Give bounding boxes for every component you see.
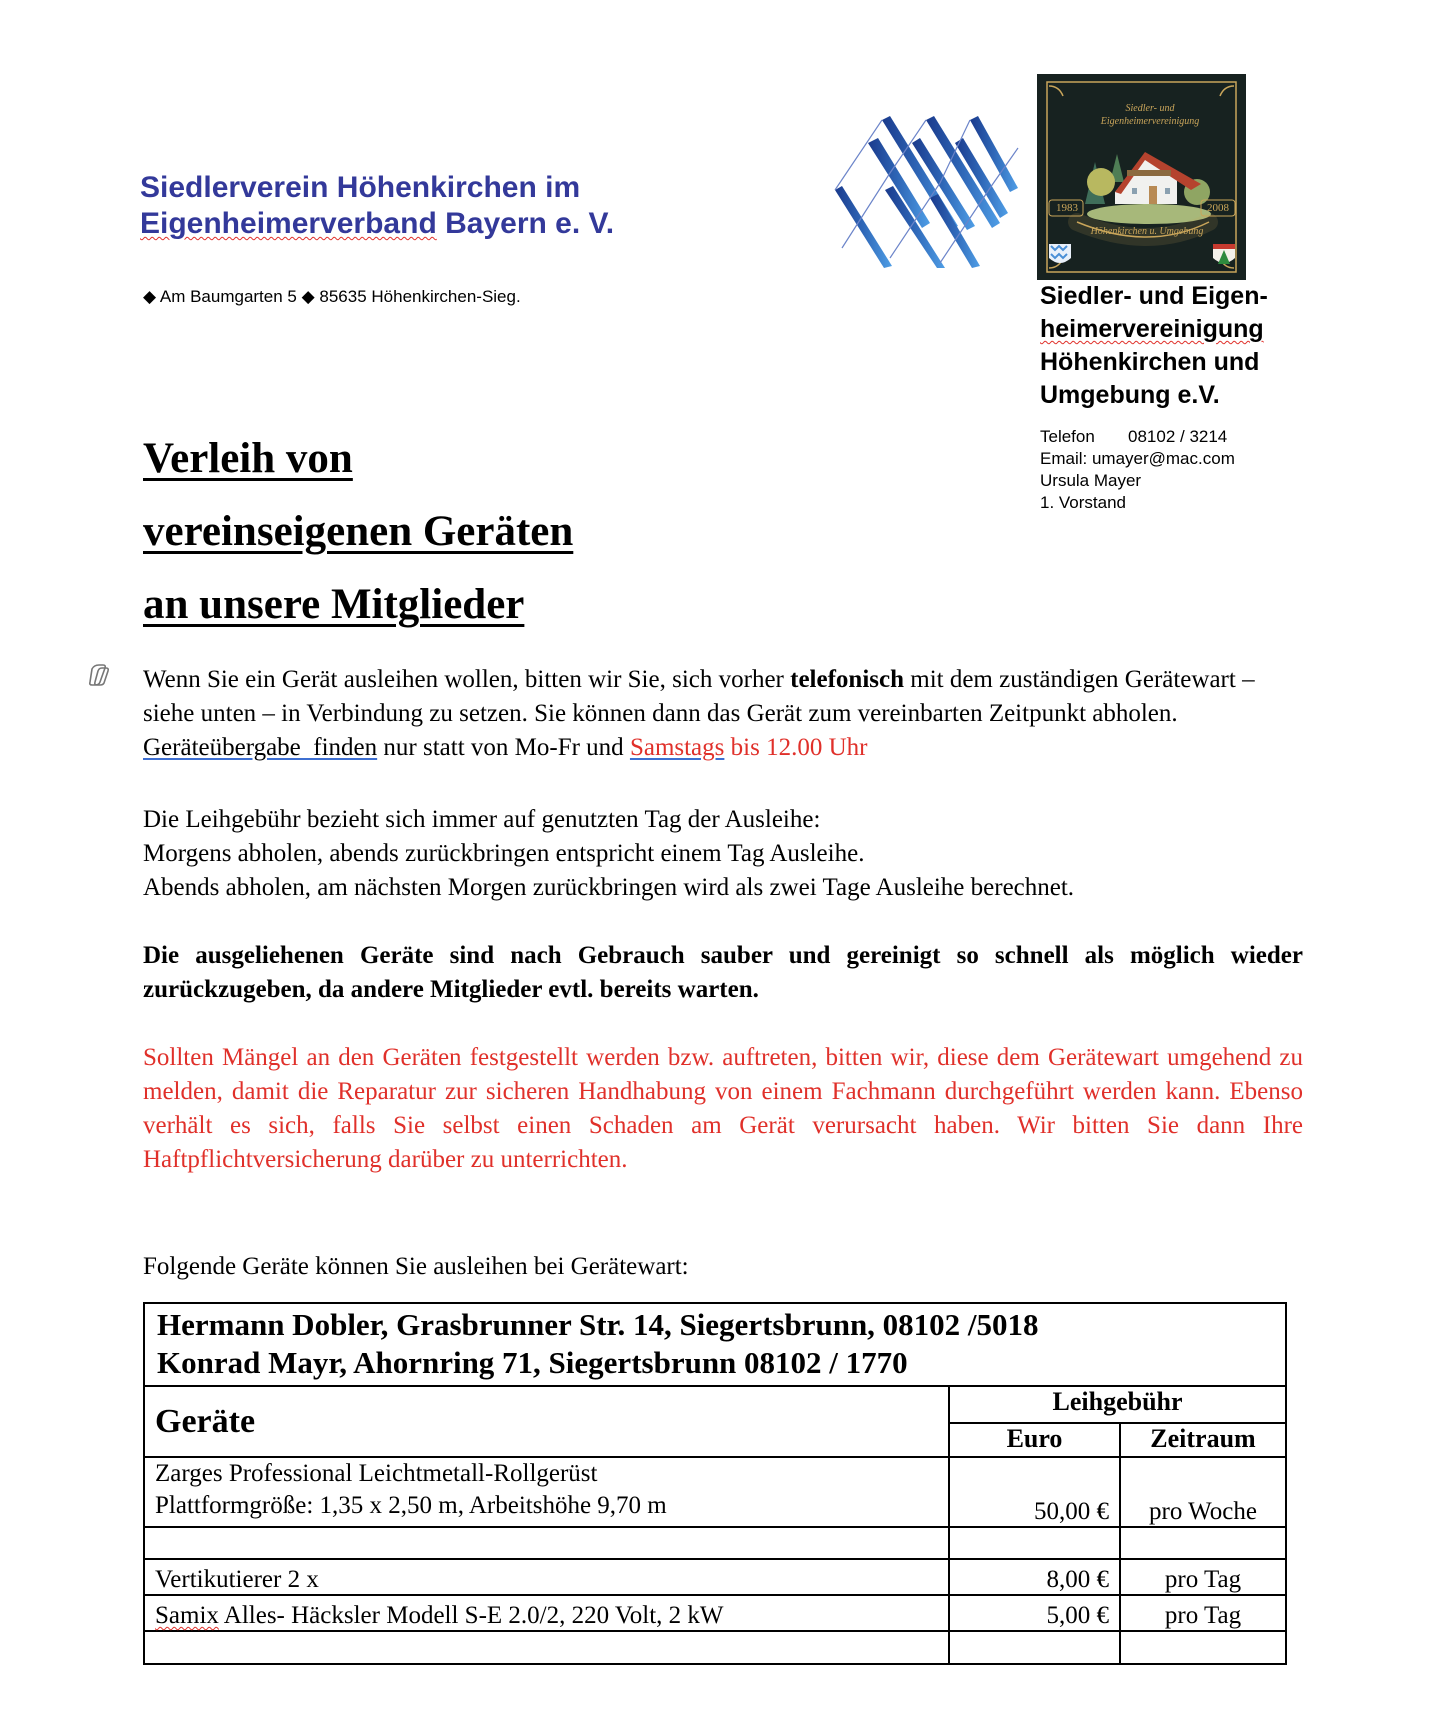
phone-label: Telefon [1040, 427, 1095, 446]
text: mit dem zuständigen Gerätewart – siehe unten – in Verbindung zu setzen. Sie können dann das Gerät zum vereinbarten Zeitpunkt abholen. [143, 666, 1255, 727]
col-header-geraete: Geräte [144, 1386, 949, 1457]
item-name: Alles- Häcksler Modell S-E 2.0/2, 220 Volt, 2 kW [218, 1602, 724, 1629]
euro-cell [949, 1527, 1120, 1559]
item-cell [144, 1527, 949, 1559]
euro-cell: 8,00 € [949, 1559, 1120, 1595]
item-cell [144, 1595, 949, 1631]
table-row [144, 1559, 1286, 1595]
association-contact-block [1040, 280, 1340, 514]
crest-top-text: Siedler- und Eigenheimervereinigung [1100, 103, 1200, 127]
diamond-lattice-logo [830, 108, 1020, 270]
association-name-line: Höhenkirchen und [1040, 348, 1260, 376]
association-name-line: Siedler- und Eigen- [1040, 282, 1268, 310]
title-line-1: Verleih von [143, 435, 353, 482]
euro-cell [949, 1631, 1120, 1664]
period-cell: pro Woche [1120, 1457, 1286, 1527]
item-name: Zarges Professional Leichtmetall-Rollgerüst [155, 1460, 598, 1487]
crest-year-right: 2008 [1207, 202, 1229, 214]
title-line-3: an unsere Mitglieder [143, 581, 525, 628]
euro-cell: 5,00 € [949, 1595, 1120, 1631]
email-line: Email: umayer@mac.com [1040, 449, 1235, 468]
table-row [144, 1631, 1286, 1664]
phone-line [1040, 426, 1340, 448]
crest-year-left: 1983 [1056, 202, 1078, 214]
item-cell: Vertikutierer 2 x [144, 1559, 949, 1595]
col-header-period: Zeitraum [1120, 1423, 1286, 1457]
paragraph-instructions [143, 663, 1303, 765]
association-name-spellcheck-word: heimervereinigung [1040, 315, 1264, 343]
warden-contacts [144, 1303, 1286, 1386]
association-name [1040, 280, 1340, 412]
contact-role: 1. Vorstand [1040, 493, 1127, 512]
bold-text: telefonisch [790, 666, 904, 693]
period-cell [1120, 1631, 1286, 1664]
table-header-row [144, 1386, 1286, 1423]
org-address: ◆ Am Baumgarten 5 ◆ 85635 Höhenkirchen-Sieg. [143, 287, 521, 306]
table-contacts-row [144, 1303, 1286, 1386]
table-row [144, 1595, 1286, 1631]
crest-banner-text: Höhenkirchen u. Umgebung [1090, 226, 1204, 237]
spellcheck-word: Samix [155, 1602, 219, 1629]
copilot-icon[interactable] [86, 661, 114, 689]
table-row [144, 1457, 1286, 1527]
grammar-flag-red-text[interactable]: Samstags [629, 734, 725, 761]
fee-rule-line: Die Leihgebühr bezieht sich immer auf genutzten Tag der Ausleihe: [143, 806, 821, 833]
paragraph-equipment-intro: Folgende Geräte können Sie ausleihen bei Gerätewart: [143, 1253, 689, 1280]
euro-cell: 50,00 € [949, 1457, 1120, 1527]
rental-table [143, 1302, 1287, 1665]
document-title [143, 422, 573, 641]
org-heading-line-2-rest: Bayern e. V. [436, 207, 615, 240]
table-row [144, 1527, 1286, 1559]
item-detail: Plattformgröße: 1,35 x 2,50 m, Arbeitshöhe 9,70 m [155, 1492, 667, 1519]
paragraph-return-notice: Die ausgeliehenen Geräte sind nach Gebrauch sauber und gereinigt so schnell als möglich wieder zurückzugeben, da andere Mitglieder evtl. bereits warten. [143, 942, 1303, 1003]
text: nur statt von Mo-Fr und [377, 734, 630, 761]
period-cell: pro Tag [1120, 1559, 1286, 1595]
item-cell [144, 1457, 949, 1527]
paragraph-fee-rules [143, 803, 1303, 905]
period-cell [1120, 1527, 1286, 1559]
item-cell [144, 1631, 949, 1664]
crest-emblem [1037, 74, 1246, 280]
org-heading-word-spellcheck: Eigenheimerverband [140, 207, 437, 240]
text: Wenn Sie ein Gerät ausleihen wollen, bitten wir Sie, sich vorher [143, 666, 791, 693]
warden-contact: Hermann Dobler, Grasbrunner Str. 14, Siegertsbrunn, 08102 /5018 [157, 1307, 1039, 1342]
association-name-line: Umgebung e.V. [1040, 381, 1220, 409]
org-heading [140, 170, 614, 242]
phone-number: 08102 / 3214 [1128, 427, 1228, 446]
col-header-fee: Leihgebühr [949, 1386, 1286, 1423]
col-header-euro: Euro [949, 1423, 1120, 1457]
fee-rule-line: Morgens abholen, abends zurückbringen entspricht einem Tag Ausleihe. [143, 840, 865, 867]
contact-details [1040, 426, 1340, 514]
red-text: bis 12.00 Uhr [724, 734, 868, 761]
fee-rule-line: Abends abholen, am nächsten Morgen zurückbringen wird als zwei Tage Ausleihe berechnet. [143, 874, 1075, 901]
association-name-line [1040, 313, 1340, 346]
paragraph-damage-notice: Sollten Mängel an den Geräten festgestellt werden bzw. auftreten, bitten wir, diese dem Gerätewart umgehend zu melden, damit die Reparatur zur sicheren Handhabung von einem Fachmann durchgeführt werden kann. Ebenso verhält es sich, falls Sie selbst einen Schaden am Gerät verursacht haben. Wir bitten Sie dann Ihre Haftpflichtversicherung darüber zu unterrichten. [143, 1044, 1303, 1173]
grammar-flag-text[interactable]: Geräteübergabe finden [143, 734, 378, 761]
title-line-2: vereinseigenen Geräten [143, 508, 574, 555]
warden-contact: Konrad Mayr, Ahornring 71, Siegertsbrunn 08102 / 1770 [157, 1345, 908, 1380]
org-heading-line-2 [140, 206, 614, 242]
org-heading-line-1: Siedlerverein Höhenkirchen im [140, 171, 581, 204]
contact-person: Ursula Mayer [1040, 471, 1142, 490]
period-cell: pro Tag [1120, 1595, 1286, 1631]
